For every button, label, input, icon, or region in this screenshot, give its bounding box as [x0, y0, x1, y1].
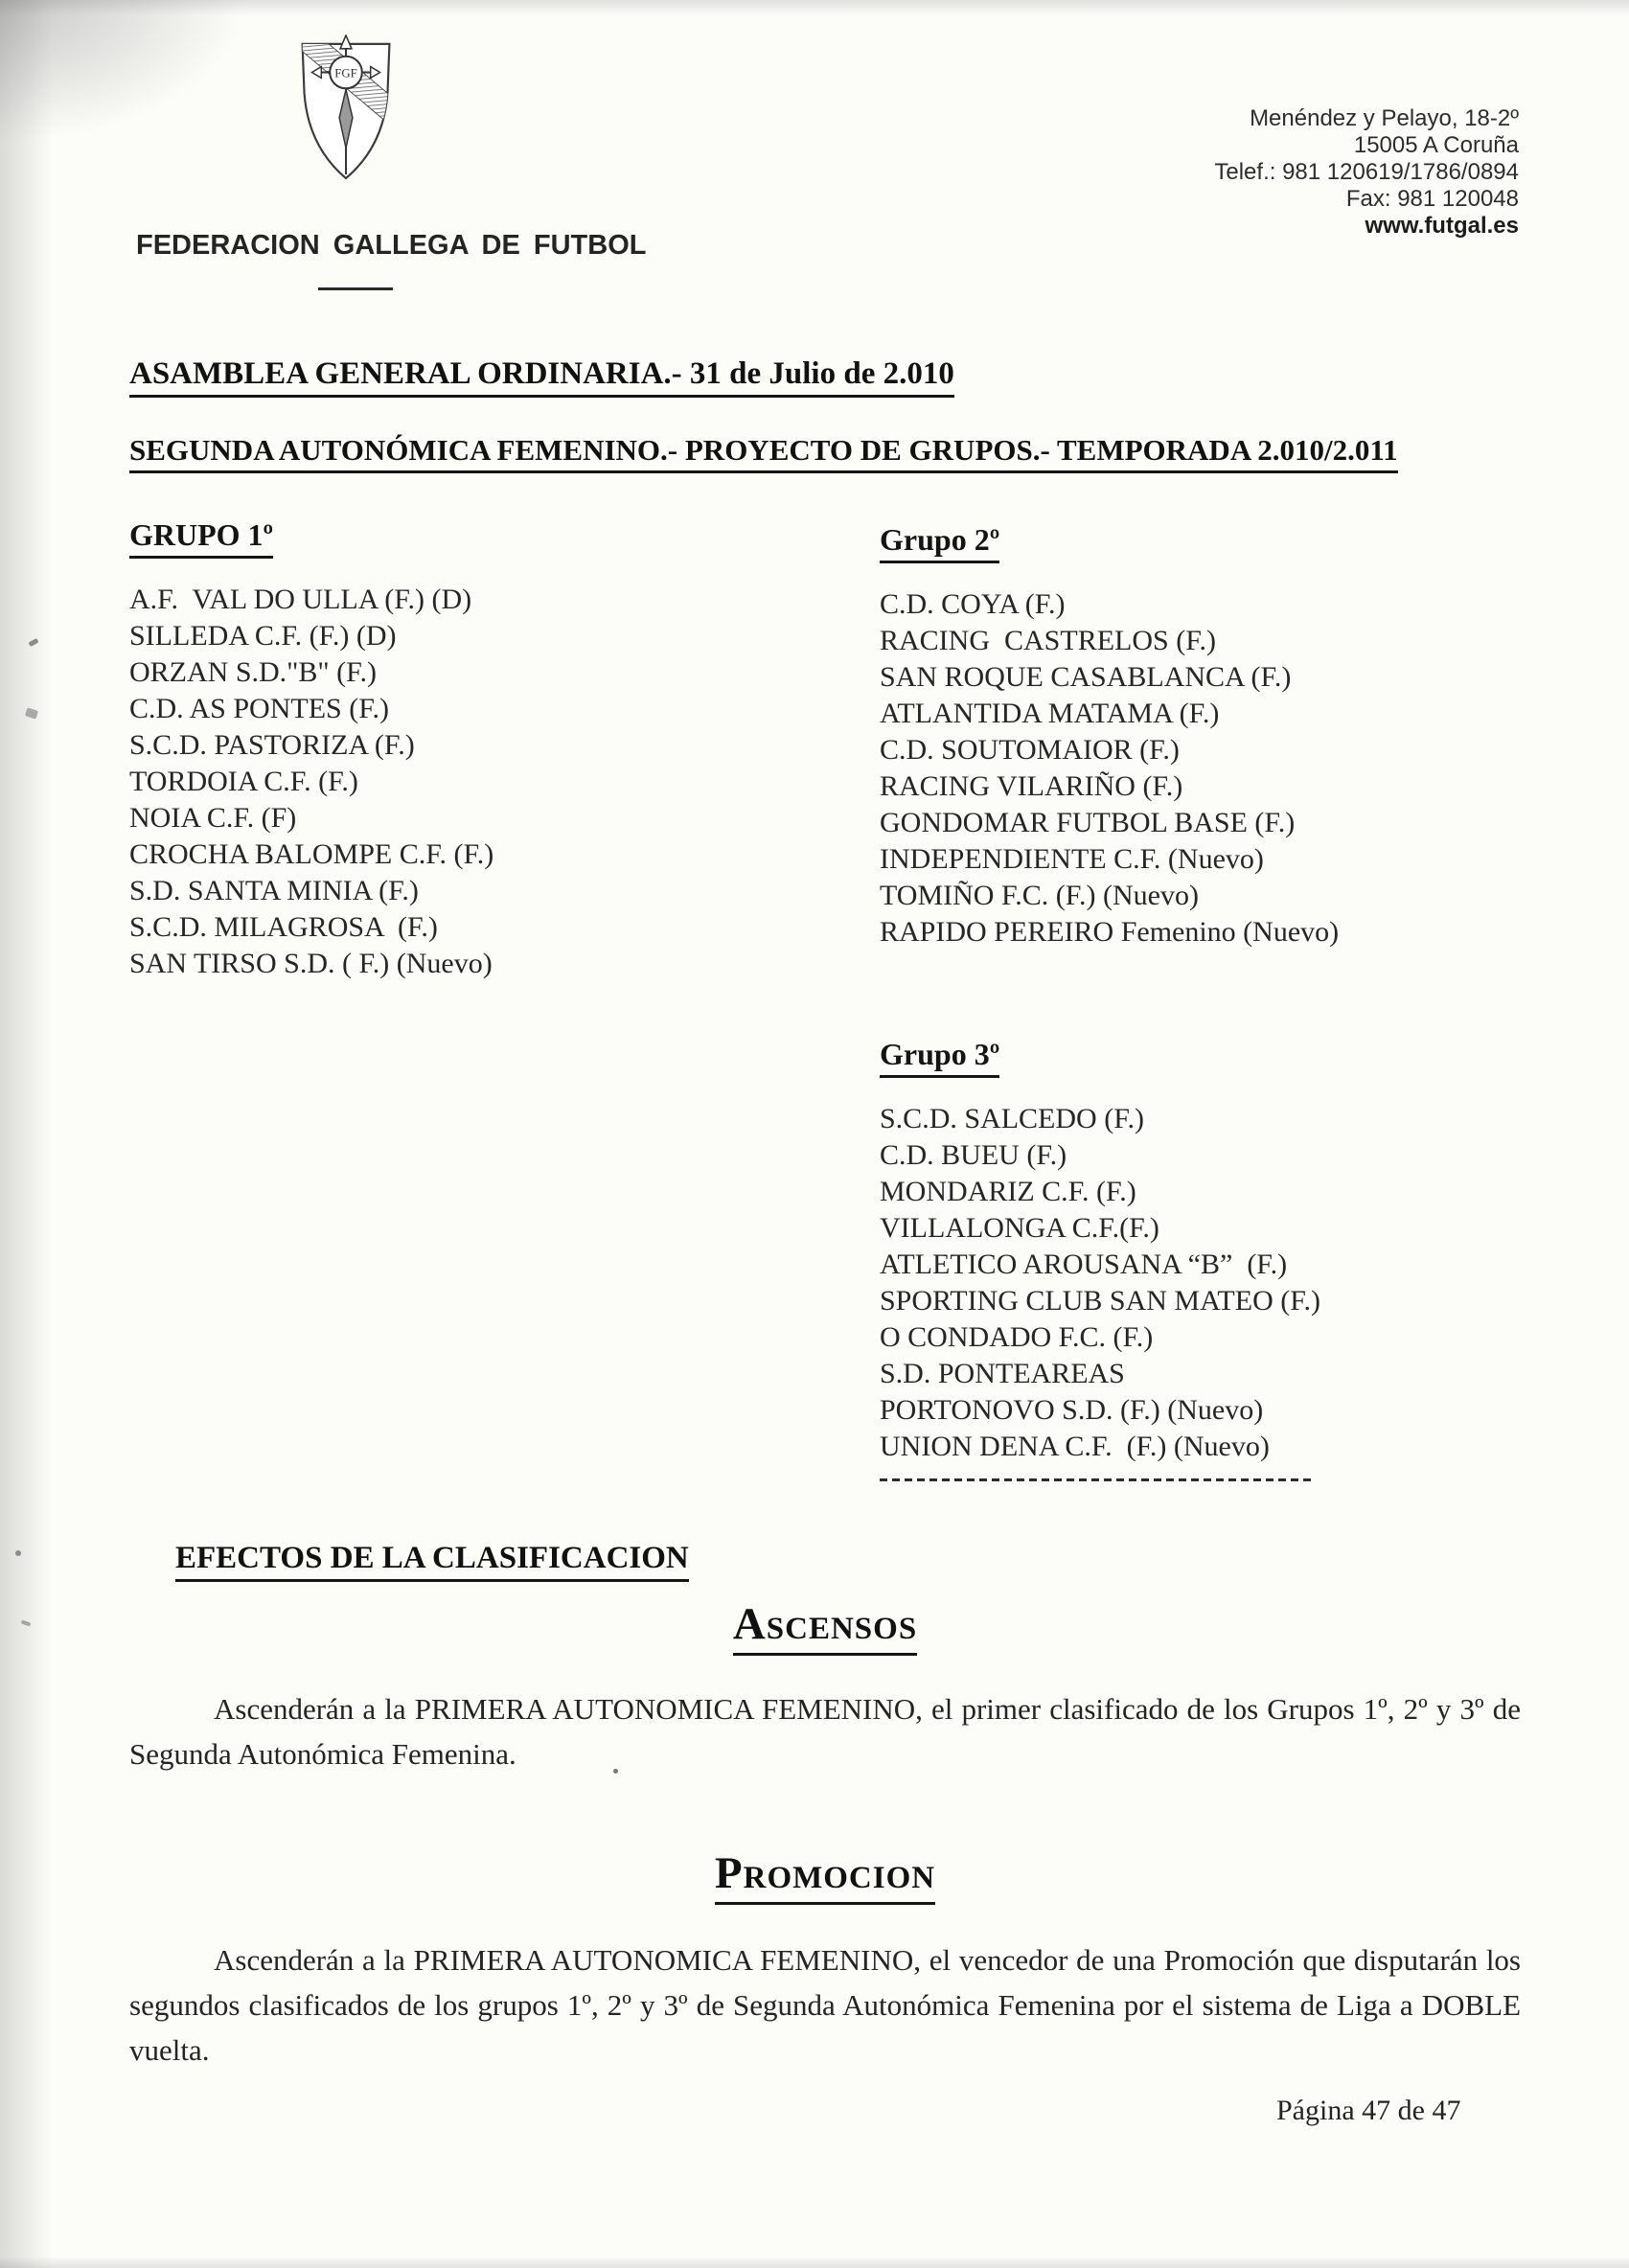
group-1-heading	[129, 517, 493, 559]
promocion-initial: P	[714, 1848, 744, 1898]
team-line: A.F. VAL DO ULLA (F.) (D)	[129, 584, 472, 615]
team-line: RACING CASTRELOS (F.)	[880, 625, 1216, 656]
team-line: RACING VILARIÑO (F.)	[880, 770, 1183, 802]
scan-edge-shading-top	[0, 0, 1629, 15]
shield-crest-icon	[287, 34, 404, 186]
address-fax: Fax: 981 120048	[1345, 186, 1519, 212]
document-subtitle-text: SEGUNDA AUTONÓMICA FEMENINO.- PROYECTO DE GRUPOS.- TEMPORADA 2.010/2.011	[129, 433, 1398, 473]
team-line: NOIA C.F. (F)	[129, 802, 297, 834]
document-subtitle	[129, 433, 1398, 473]
team-line: ATLANTIDA MATAMA (F.)	[880, 698, 1220, 729]
team-line: S.C.D. SALCEDO (F.)	[880, 1103, 1144, 1134]
address-city: 15005 A Coruña	[1353, 132, 1519, 158]
team-line: O CONDADO F.C. (F.)	[880, 1321, 1154, 1353]
effects-heading	[175, 1541, 689, 1582]
team-line: SAN TIRSO S.D. ( F.) (Nuevo)	[129, 948, 493, 979]
group-3-block	[880, 1037, 1320, 1465]
team-line: VILLALONGA C.F.(F.)	[880, 1212, 1159, 1244]
group-1-team-list	[129, 582, 493, 982]
address-phone: Telef.: 981 120619/1786/0894	[1214, 159, 1519, 185]
scan-edge-shading-left	[0, 0, 53, 2268]
group-1-heading-text: GRUPO 1º	[129, 517, 273, 559]
effects-heading-text: EFECTOS DE LA CLASIFICACION	[175, 1541, 689, 1582]
team-line: SILLEDA C.F. (F.) (D)	[129, 620, 397, 652]
crest-monogram: FGF	[334, 66, 357, 80]
scan-edge-shading-corner	[0, 0, 249, 144]
ascensos-initial: A	[732, 1599, 767, 1649]
website-url: www.futgal.es	[1365, 213, 1519, 239]
org-name: FEDERACION GALLEGA DE FUTBOL	[136, 230, 647, 261]
group-3-team-list	[880, 1101, 1320, 1465]
document-title	[129, 356, 954, 398]
ascensos-heading-text	[733, 1598, 917, 1656]
team-line: ORZAN S.D."B" (F.)	[129, 656, 377, 688]
team-line: S.D. SANTA MINIA (F.)	[129, 875, 419, 906]
scan-artifact	[28, 638, 38, 647]
promocion-paragraph: Ascenderán a la PRIMERA AUTONOMICA FEMENINO, el vencedor de una Promoción que disputarán los segundos clasificados de los grupos 1º, 2º y 3º de Segunda Autonómica Femenina por el sistema de Liga a DOBLE vuelta.	[129, 1943, 1521, 2067]
group-2-heading	[880, 522, 1339, 563]
address-street: Menéndez y Pelayo, 18-2º	[1250, 105, 1519, 131]
team-line: S.C.D. PASTORIZA (F.)	[129, 729, 415, 761]
fgf-crest-logo	[287, 34, 404, 186]
group-3-heading	[880, 1037, 1320, 1078]
team-line: MONDARIZ C.F. (F.)	[880, 1176, 1136, 1207]
team-line: S.D. PONTEAREAS	[880, 1358, 1125, 1389]
page-number: Página 47 de 47	[1276, 2095, 1461, 2126]
scan-artifact	[21, 1619, 32, 1626]
promocion-heading	[129, 1847, 1521, 1905]
ascensos-rest: SCENSOS	[766, 1612, 918, 1646]
ascensos-heading	[129, 1598, 1521, 1656]
scan-artifact	[25, 707, 38, 719]
team-line: C.D. BUEU (F.)	[880, 1139, 1067, 1171]
group-2-team-list	[880, 586, 1339, 951]
promocion-heading-text	[715, 1847, 935, 1905]
document-title-text: ASAMBLEA GENERAL ORDINARIA.- 31 de Julio de 2.010	[129, 356, 954, 398]
team-line: ATLETICO AROUSANA “B” (F.)	[880, 1249, 1288, 1280]
team-line: INDEPENDIENTE C.F. (Nuevo)	[880, 843, 1264, 875]
letterhead-address-block	[1214, 105, 1519, 240]
group-1-block	[129, 517, 493, 982]
org-name-underline	[318, 287, 393, 290]
team-line: SPORTING CLUB SAN MATEO (F.)	[880, 1285, 1321, 1317]
ascensos-paragraph: Ascenderán a la PRIMERA AUTONOMICA FEMENINO, el primer clasificado de los Grupos 1º, 2º y 3º de Segunda Autonómica Femenina.	[129, 1692, 1521, 1771]
team-line: GONDOMAR FUTBOL BASE (F.)	[880, 807, 1296, 838]
group-2-block	[880, 522, 1339, 951]
team-line: C.D. COYA (F.)	[880, 588, 1066, 620]
team-line: C.D. SOUTOMAIOR (F.)	[880, 734, 1180, 766]
team-line: SAN ROQUE CASABLANCA (F.)	[880, 661, 1292, 693]
group-3-heading-text: Grupo 3º	[880, 1037, 999, 1078]
group-2-heading-text: Grupo 2º	[880, 522, 999, 563]
team-line: RAPIDO PEREIRO Femenino (Nuevo)	[880, 916, 1340, 948]
dashed-divider	[880, 1478, 1313, 1481]
team-line: CROCHA BALOMPE C.F. (F.)	[129, 838, 494, 870]
team-line: TOMIÑO F.C. (F.) (Nuevo)	[880, 880, 1199, 911]
team-line: C.D. AS PONTES (F.)	[129, 693, 389, 724]
scan-edge-shading-bottom	[0, 2257, 1629, 2268]
scan-artifact	[15, 1550, 21, 1556]
team-line: TORDOIA C.F. (F.)	[129, 766, 358, 797]
promocion-rest: ROMOCION	[743, 1861, 936, 1895]
team-line: S.C.D. MILAGROSA (F.)	[129, 911, 438, 943]
team-line: UNION DENA C.F. (F.) (Nuevo)	[880, 1431, 1270, 1462]
team-line: PORTONOVO S.D. (F.) (Nuevo)	[880, 1394, 1264, 1426]
